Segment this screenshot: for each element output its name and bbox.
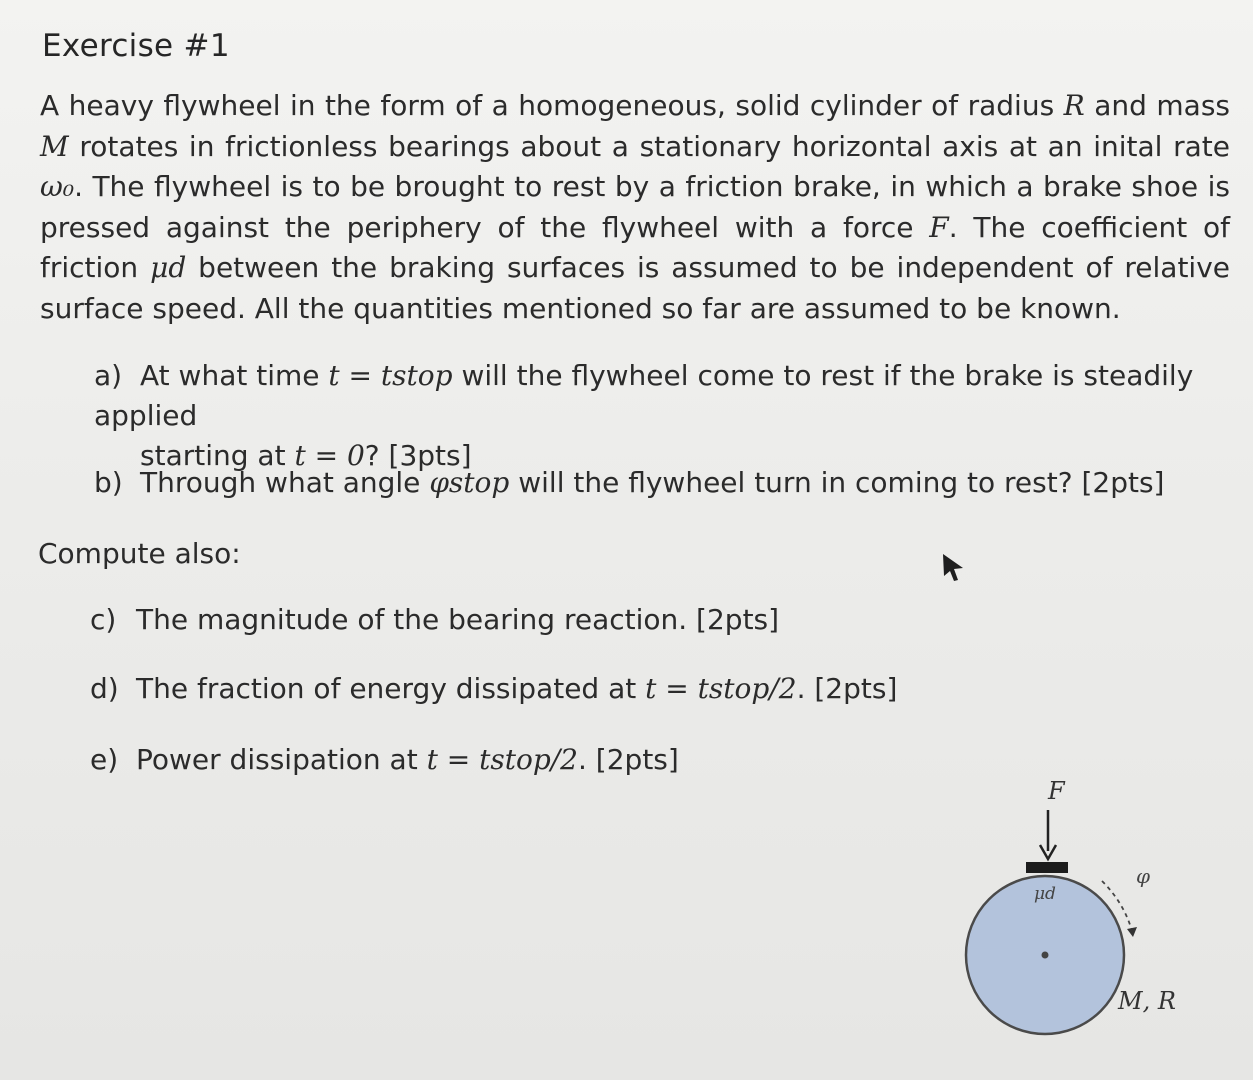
- force-label: F: [1048, 777, 1065, 805]
- force-arrow-icon: [1040, 810, 1056, 859]
- question-a-text-4: ? [3pts]: [364, 439, 472, 472]
- mass-radius-label: M, R: [1118, 987, 1176, 1015]
- question-a-label: a): [94, 359, 123, 392]
- rotation-arrowhead-icon: [1127, 927, 1137, 937]
- angle-label: φ: [1136, 864, 1151, 888]
- question-a-text-3: starting at: [140, 439, 295, 472]
- question-a: [94, 356, 1214, 476]
- question-d-text-2: . [2pts]: [796, 672, 898, 705]
- flywheel-figure: [950, 765, 1210, 1070]
- problem-statement: [40, 86, 1230, 329]
- symbol-phi-stop: φstop: [429, 466, 510, 499]
- question-b: [94, 463, 1214, 503]
- question-b-text-1: Through what angle: [140, 466, 430, 499]
- mouse-cursor-icon: [935, 548, 971, 584]
- question-e-label: e): [90, 743, 119, 776]
- intro-text-6: between the braking surfaces is assumed to be independent of relative surface speed. All the quantities mentioned so far are assumed to be known.: [40, 251, 1231, 325]
- symbol-R: R: [1063, 89, 1085, 122]
- question-d: [90, 669, 897, 709]
- exercise-title: Exercise #1: [42, 28, 230, 64]
- question-c-text: The magnitude of the bearing reaction. [2pts]: [136, 603, 780, 636]
- intro-text-5: . The coefficient of friction: [40, 210, 1230, 284]
- symbol-F: F: [929, 210, 949, 244]
- intro-text-1: A heavy flywheel in the form of a homogeneous, solid cylinder of radius: [40, 89, 1064, 122]
- question-b-text-2: will the flywheel turn in coming to rest? [2pts]: [509, 466, 1165, 499]
- question-e-text-1: Power dissipation at: [136, 743, 427, 776]
- question-c: [90, 600, 779, 640]
- equation-t-zero: t = 0: [294, 439, 365, 472]
- equation-t-stop: t = tstop: [328, 359, 453, 392]
- symbol-M: M: [40, 129, 69, 163]
- friction-coefficient-label: μd: [1034, 884, 1056, 904]
- compute-also-heading: Compute also:: [38, 537, 241, 570]
- symbol-mu-d: μd: [150, 251, 187, 284]
- question-b-label: b): [94, 466, 123, 499]
- intro-text-4: . The flywheel is to be brought to rest by a friction brake, in which a brake shoe is pressed against the periphery of the flywheel with a force: [40, 170, 1230, 244]
- question-d-label: d): [90, 672, 119, 705]
- question-e: [90, 740, 679, 780]
- axle-center: [1042, 952, 1049, 959]
- symbol-omega0: ω₀: [40, 170, 75, 203]
- intro-text-3: rotates in frictionless bearings about a stationary horizontal axis at an inital rate: [68, 129, 1230, 163]
- equation-half-t-stop-e: t = tstop/2: [426, 743, 578, 776]
- question-c-label: c): [90, 603, 117, 636]
- question-a-text-2: will the flywheel come to rest if the brake is steadily applied: [94, 359, 1194, 432]
- question-a-text-1: At what time: [140, 359, 329, 392]
- intro-text-2: and mass: [1084, 89, 1230, 122]
- brake-shoe: [1026, 862, 1068, 873]
- question-d-text-1: The fraction of energy dissipated at: [136, 672, 646, 705]
- question-e-text-2: . [2pts]: [578, 743, 679, 776]
- equation-half-t-stop: t = tstop/2: [645, 672, 797, 705]
